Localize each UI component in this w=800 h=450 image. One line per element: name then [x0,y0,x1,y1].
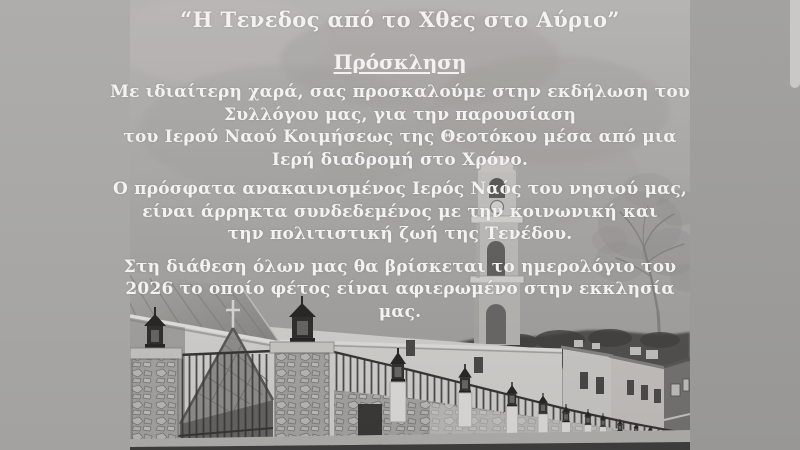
invitation-paragraph-2: Ο πρόσφατα ανακαινισμένος Ιερός Ναός του νησιού μας, είναι άρρηκτα συνδεδεμένος με την κοινωνική και την πολιτιστική ζωή της Τενέδου. [112,179,688,244]
invitation-paragraph-1: Με ιδιαίτερη χαρά, σας προσκαλούμε στην εκδήλωση του Συλλόγου μας, για την παρουσίαση του Ιερού Ναού Κοιμήσεως της Θεοτόκου μέσα από μια Ιερή διαδρομή στο Χρόνο. [110,82,690,170]
photo-vignette [130,0,690,450]
church-photo-illustration [130,0,690,450]
right-gutter [690,0,800,450]
invitation-heading: Πρόσκληση [333,50,467,74]
left-gutter [0,0,130,450]
invitation-paragraph-3: Στη διάθεση όλων μας θα βρίσκεται το ημερολόγιο του 2026 το οποίο φέτος είναι αφιερωμένο στην εκκλησία μας. [123,256,677,322]
church-photo [130,0,690,450]
scrollbar-thumb[interactable] [790,0,800,88]
event-title: “Η Τενεδος από το Χθες στο Αύριο” [180,7,620,32]
